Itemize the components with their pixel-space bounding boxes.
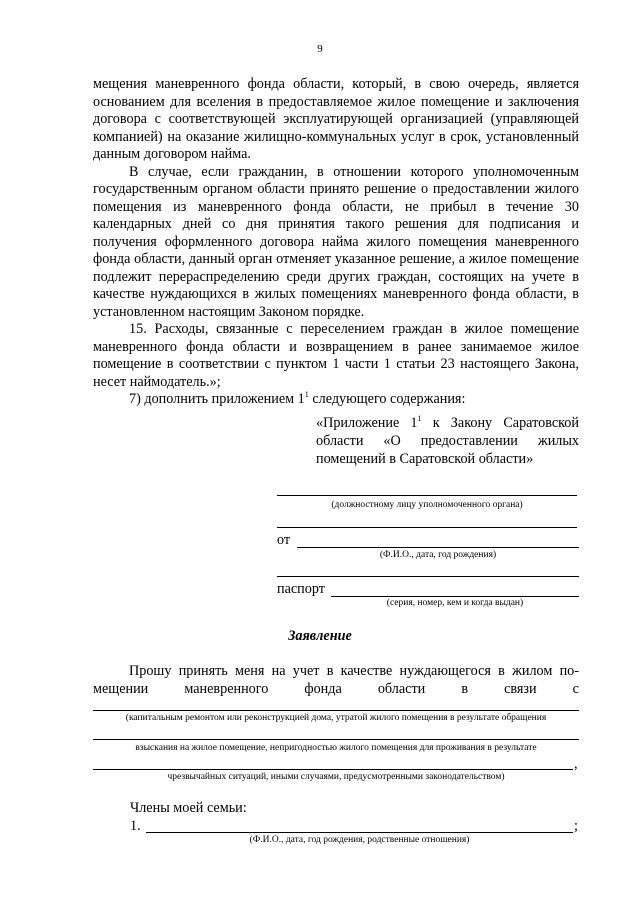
reason-line-1[interactable] <box>93 710 579 711</box>
passport-label: паспорт <box>277 581 325 597</box>
request-word: области <box>377 681 426 697</box>
request-line-1: Прошу принять меня на учет в качестве нуждающегося в жилом по- <box>129 663 579 679</box>
paragraph-4-text: 7) дополнить приложением 1 <box>129 391 305 407</box>
reason-caption-3: чрезвычайных ситуаций, иными случаями, предусмотренными законодательством) <box>167 772 505 782</box>
passport-caption: (серия, номер, кем и когда выдан) <box>386 598 524 608</box>
reason-comma: , <box>574 756 578 772</box>
document-title: Заявление <box>288 628 352 644</box>
applicant-name-line-2[interactable] <box>277 576 579 577</box>
reason-line-2[interactable] <box>93 739 579 740</box>
reason-line-3[interactable] <box>93 769 573 770</box>
family-member-number: 1. <box>130 818 141 834</box>
request-text <box>93 662 579 698</box>
official-caption: (должностному лицу уполномоченного органа) <box>331 500 523 510</box>
paragraph-4-tail: следующего содержания: <box>308 391 466 407</box>
superscript: 1 <box>304 390 309 399</box>
from-label: от <box>277 532 291 548</box>
paragraph-1: мещения маневренного фонда области, который, в свою очередь, является основанием для вселения в предоставляемое жилое помещение и заключения договора с соответствующей эксплуатирующей организацией (управляющей компанией) на оказание жилищно-коммунальных услуг в срок, установленный данным договором найма. <box>93 76 579 162</box>
body-text <box>93 76 579 409</box>
request-word: мещении <box>93 681 149 697</box>
applicant-name-line[interactable] <box>297 547 579 548</box>
family-member-semicolon: ; <box>574 818 578 834</box>
family-member-line[interactable] <box>146 832 573 833</box>
applicant-name-caption: (Ф.И.О., дата, год рождения) <box>379 550 497 560</box>
official-line-2[interactable] <box>277 527 577 528</box>
appendix-heading-tail: к Закону Саратовской области «О предоставлении жилых помещений в Саратовской области» <box>316 415 579 467</box>
request-line-2 <box>93 680 579 698</box>
appendix-heading-text: «Приложение 1 <box>316 415 418 431</box>
request-word: связи <box>504 681 537 697</box>
request-word: маневренного <box>184 681 269 697</box>
family-member-caption: (Ф.И.О., дата, год рождения, родственные отношения) <box>249 835 470 845</box>
paragraph-3: 15. Расходы, связанные с переселением граждан в жилое помещение маневренного фонда области и возвращением в ранее занимаемое жилое помещение в соответствии с пунктом 1 части 1 статьи 23 настоящего Закона, несет наймодатель.»; <box>93 321 579 390</box>
reason-caption-1: (капитальным ремонтом или реконструкцией дома, утратой жилого помещения в результате обращения <box>125 713 547 723</box>
paragraph-2: В случае, если гражданин, в отношении которого уполномоченным государственным органом области принято решение о предоставлении жилого помещения из маневренного фонда области, не прибыл в течение 30 календарных дней со дня принятия такого решения для подписания и получения оформленного договора найма жилого помещения маневренного фонда области, данный орган отменяет указанное решение, а жилое помещение подлежит перераспределению среди других граждан, состоящих на учете в качестве нуждающихся в жилых помещениях маневренного фонда области, в установленном настоящим Законом порядке. <box>93 163 579 320</box>
reason-caption-2: взыскания на жилое помещение, непригодностью жилого помещения для проживания в результате <box>135 743 537 753</box>
appendix-heading <box>316 414 579 468</box>
paragraph-4 <box>93 391 579 409</box>
official-line[interactable] <box>277 495 577 496</box>
appendix-superscript: 1 <box>417 414 422 423</box>
request-word: фонда <box>304 681 342 697</box>
family-members-label: Члены моей семьи: <box>130 800 247 816</box>
page-number: 9 <box>317 43 323 55</box>
request-word: в <box>461 681 469 697</box>
passport-line[interactable] <box>331 596 579 597</box>
request-word: с <box>572 681 579 697</box>
